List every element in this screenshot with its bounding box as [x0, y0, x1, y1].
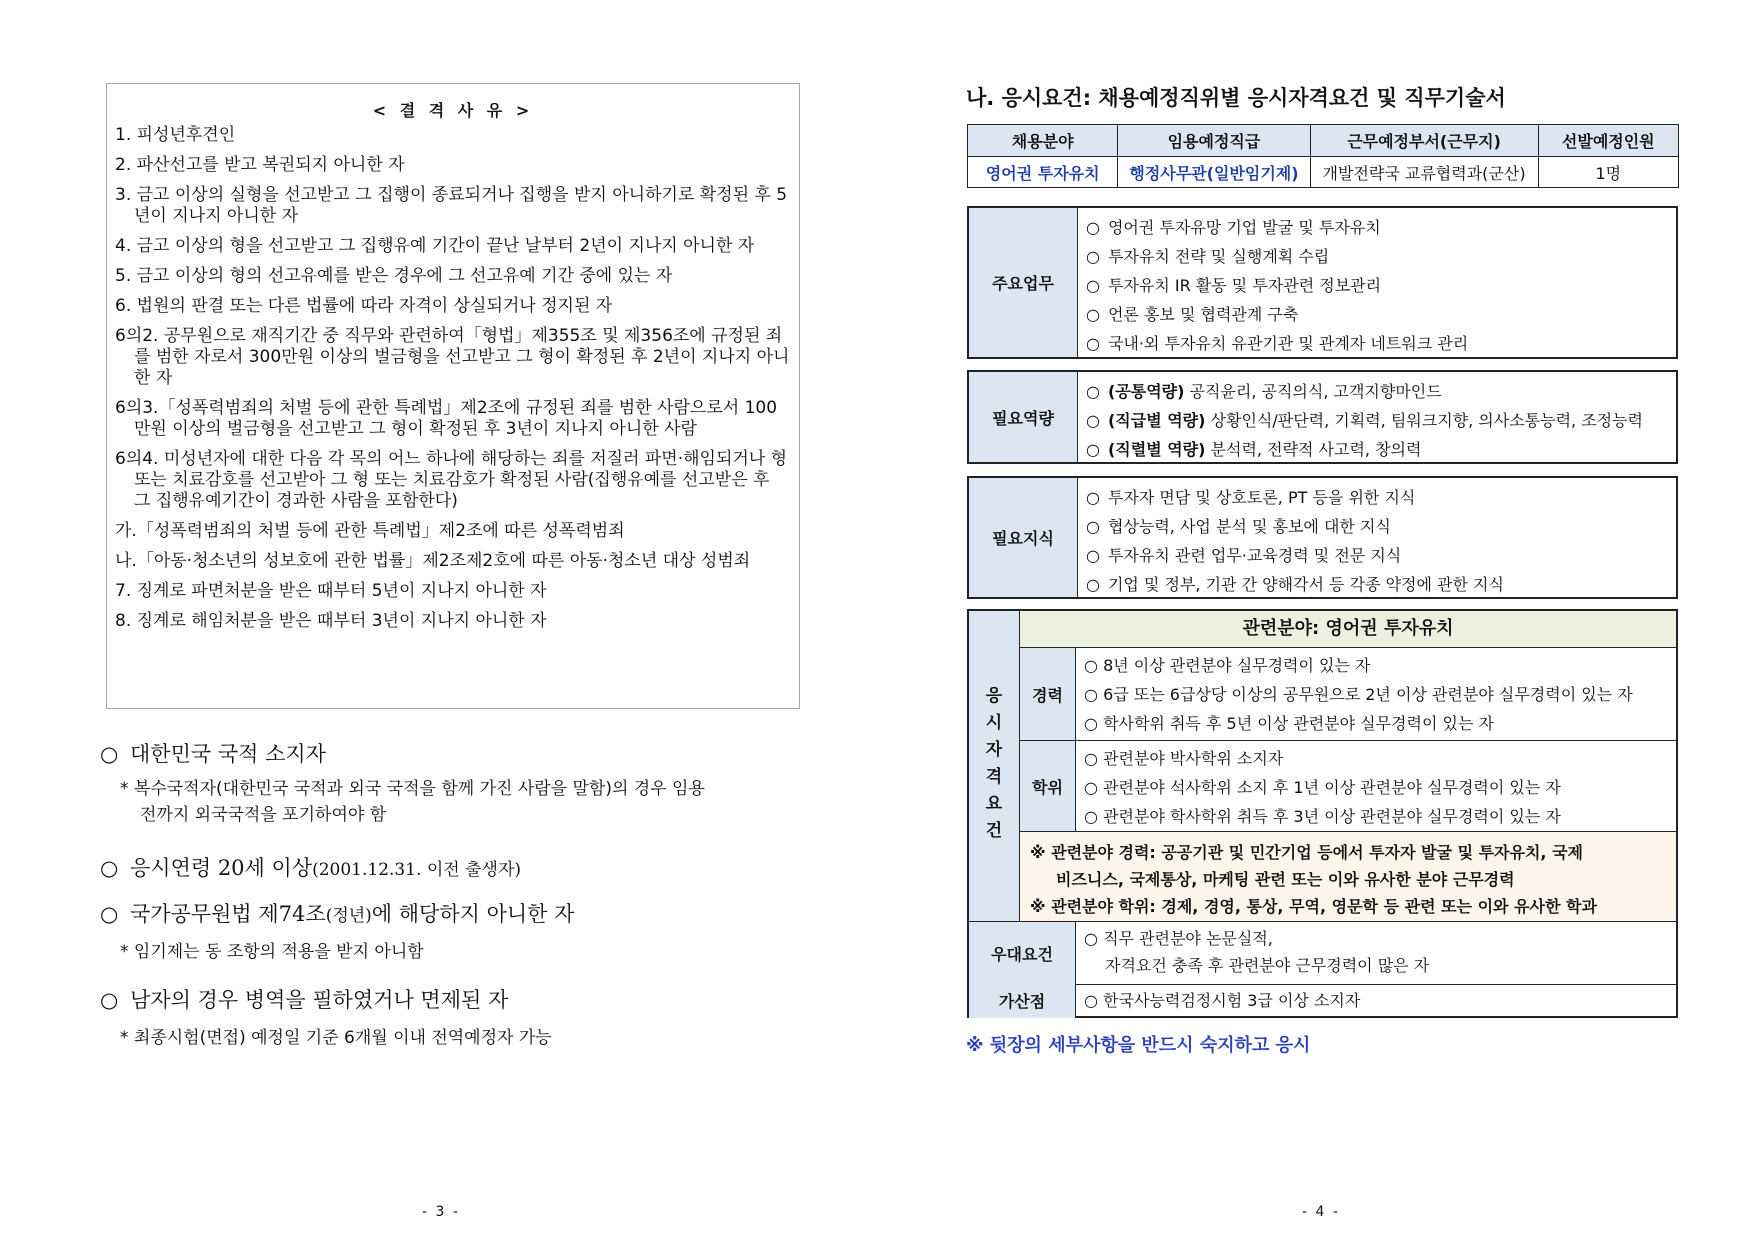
disqualification-item: 3. 금고 이상의 실형을 선고받고 그 집행이 종료되거나 집행을 받지 아니하기로 확정된 후 5년이 지나지 아니한 자: [115, 185, 788, 226]
disqualification-box: [106, 83, 800, 709]
competencies-content: [1078, 372, 1676, 462]
disqualification-item: 6의3.「성폭력범죄의 처벌 등에 관한 특례법」제2조에 규정된 죄를 범한 사람으로서 100만원 이상의 벌금형을 선고받고 그 형이 확정된 후 3년이 지나지 아니한 사람: [115, 398, 778, 439]
duty-item: ○ 언론 홍보 및 협력관계 구축: [1086, 305, 1299, 324]
experience-label: 경력: [1020, 648, 1076, 741]
knowledge-box: [967, 476, 1678, 599]
disqualification-item: 6의2. 공무원으로 재직기간 중 직무와 관련하여「형법」제355조 및 제356조에 규정된 죄를 범한 자로서 300만원 이상의 벌금형을 선고받고 그 형이 확정된 후 2년이 지나지 아니한 자: [115, 326, 790, 388]
qualification-notes: ※ 관련분야 경력: 공공기관 및 민간기업 등에서 투자자 발굴 및 투자유치, 국제 비즈니스, 국제통상, 마케팅 관련 또는 이와 유사한 분야 근무경력 ※ 관련분야 학위: 경제, 경영, 통상, 무역, 영문학 등 관련 또는 이와 유사한 학과: [1020, 832, 1676, 921]
knowledge-content: [1078, 478, 1676, 597]
bonus-label: 가산점: [969, 983, 1076, 1018]
competencies-label: 필요역량: [969, 372, 1078, 462]
note-nationality: * 복수국적자(대한민국 국적과 외국 국적을 함께 가진 사람을 말함)의 경우 임용 전까지 외국국적을 포기하여야 함: [120, 779, 705, 825]
experience-item: ○ 6급 또는 6급상당 이상의 공무원으로 2년 이상 관련분야 실무경력이 있는 자: [1084, 685, 1633, 704]
degree-item: ○ 관련분야 학사학위 취득 후 3년 이상 관련분야 실무경력이 있는 자: [1084, 807, 1561, 826]
disqualification-item: 6. 법원의 판결 또는 다른 법률에 따라 자격이 상실되거나 정지된 자: [115, 296, 613, 316]
condition-retirement: ○ 국가공무원법 제74조(정년)에 해당하지 아니한 자: [100, 902, 575, 926]
condition-age: ○ 응시연령 20세 이상(2001.12.31. 이전 출생자): [100, 856, 521, 880]
page-number-right: - 4 -: [1302, 1204, 1340, 1220]
footer-note: ※ 뒷장의 세부사항을 반드시 숙지하고 응시: [966, 1035, 1311, 1056]
header-grade: 임용예정직급: [1118, 125, 1310, 157]
degree-label: 학위: [1020, 741, 1076, 832]
knowledge-item: ○ 투자유치 관련 업무·교육경력 및 전문 지식: [1086, 546, 1402, 565]
duty-item: ○ 투자유치 IR 활동 및 투자관련 정보관리: [1086, 276, 1382, 295]
condition-military: ○ 남자의 경우 병역을 필하였거나 면제된 자: [100, 988, 509, 1012]
experience-item: ○ 8년 이상 관련분야 실무경력이 있는 자: [1084, 656, 1371, 675]
knowledge-item: ○ 협상능력, 사업 분석 및 홍보에 대한 지식: [1086, 517, 1391, 536]
knowledge-item: ○ 투자자 면담 및 상호토론, PT 등을 위한 지식: [1086, 488, 1416, 507]
experience-item: ○ 학사학위 취득 후 5년 이상 관련분야 실무경력이 있는 자: [1084, 714, 1494, 733]
disqualification-title: < 결 격 사 유 >: [372, 101, 534, 120]
competency-item: ○ (공통역량) 공직윤리, 공직의식, 고객지향마인드: [1086, 382, 1442, 401]
experience-content: [1076, 648, 1676, 741]
preference-label: 우대요건: [969, 922, 1076, 984]
disqualification-item: 5. 금고 이상의 형의 선고유예를 받은 경우에 그 선고유예 기간 중에 있는 자: [115, 266, 673, 286]
bonus-content: ○ 한국사능력검정시험 3급 이상 소지자: [1084, 991, 1361, 1010]
knowledge-label: 필요지식: [969, 478, 1078, 597]
degree-content: [1076, 741, 1676, 832]
disqualification-item: 8. 징계로 해임처분을 받은 때부터 3년이 지나지 아니한 자: [115, 611, 547, 631]
knowledge-item: ○ 기업 및 정부, 기관 간 양해각서 등 각종 약정에 관한 지식: [1086, 575, 1504, 594]
qualification-box: [967, 609, 1678, 1018]
preference-content: ○ 직무 관련분야 논문실적, 자격요건 충족 후 관련분야 근무경력이 많은 자: [1084, 929, 1430, 975]
main-duties-content: [1078, 208, 1676, 357]
main-duties-label: 주요업무: [969, 208, 1078, 357]
header-field: 채용분야: [968, 125, 1118, 157]
degree-item: ○ 관련분야 석사학위 소지 후 1년 이상 관련분야 실무경력이 있는 자: [1084, 778, 1561, 797]
position-table-row: [968, 157, 1679, 188]
position-table: [967, 124, 1679, 188]
disqualification-item: 4. 금고 이상의 형을 선고받고 그 집행유예 기간이 끝난 날부터 2년이 지나지 아니한 자: [115, 236, 755, 256]
disqualification-item: 7. 징계로 파면처분을 받은 때부터 5년이 지나지 아니한 자: [115, 581, 547, 601]
note-retirement: * 임기제는 동 조항의 적용을 받지 아니함: [120, 942, 424, 962]
header-department: 근무예정부서(근무지): [1310, 125, 1538, 157]
duty-item: ○ 국내·외 투자유치 유관기관 및 관계자 네트워크 관리: [1086, 334, 1469, 353]
cell-field: 영어권 투자유치: [968, 157, 1118, 188]
competency-item: ○ (직급별 역량) 상황인식/판단력, 기획력, 팀워크지향, 의사소통능력, 조정능력: [1086, 411, 1644, 430]
disqualification-item: 나.「아동·청소년의 성보호에 관한 법률」제2조제2호에 따른 아동·청소년 대상 성범죄: [115, 551, 751, 571]
note-military: * 최종시험(면접) 예정일 기준 6개월 이내 전역예정자 가능: [120, 1028, 552, 1048]
cell-department: 개발전략국 교류협력과(군산): [1310, 157, 1538, 188]
preference-row: [969, 921, 1676, 985]
qualification-vertical-label: 응 시 자 격 요 건: [969, 611, 1020, 921]
disqualification-item: 가.「성폭력범죄의 처벌 등에 관한 특례법」제2조에 따른 성폭력범죄: [115, 521, 625, 541]
header-headcount: 선발예정인원: [1538, 125, 1678, 157]
duty-item: ○ 영어권 투자유망 기업 발굴 및 투자유치: [1086, 218, 1381, 237]
degree-item: ○ 관련분야 박사학위 소지자: [1084, 749, 1284, 768]
qualification-field-title: 관련분야: 영어권 투자유치: [1020, 611, 1676, 648]
disqualification-item: 1. 피성년후견인: [115, 125, 236, 145]
competency-item: ○ (직렬별 역량) 분석력, 전략적 사고력, 창의력: [1086, 440, 1422, 459]
cell-headcount: 1명: [1538, 157, 1678, 188]
competencies-box: [967, 370, 1678, 464]
duty-item: ○ 투자유치 전략 및 실행계획 수립: [1086, 247, 1330, 266]
page-number-left: - 3 -: [422, 1204, 460, 1220]
disqualification-list: [107, 125, 799, 632]
position-table-header: [968, 125, 1679, 157]
condition-nationality: ○ 대한민국 국적 소지자: [100, 742, 326, 766]
main-duties-box: [967, 206, 1678, 359]
bonus-row: [969, 983, 1676, 1018]
cell-grade: 행정사무관(일반임기제): [1118, 157, 1310, 188]
section-title: 나. 응시요건: 채용예정직위별 응시자격요건 및 직무기술서: [966, 86, 1506, 110]
disqualification-item: 2. 파산선고를 받고 복권되지 아니한 자: [115, 155, 405, 175]
disqualification-item: 6의4. 미성년자에 대한 다음 각 목의 어느 하나에 해당하는 죄를 저질러 파면·해임되거나 형 또는 치료감호를 선고받아 그 형 또는 치료감호가 확정된 사람(집행유예를 선고받은 후 그 집행유예기간이 경과한 사람을 포함한다): [115, 449, 788, 511]
